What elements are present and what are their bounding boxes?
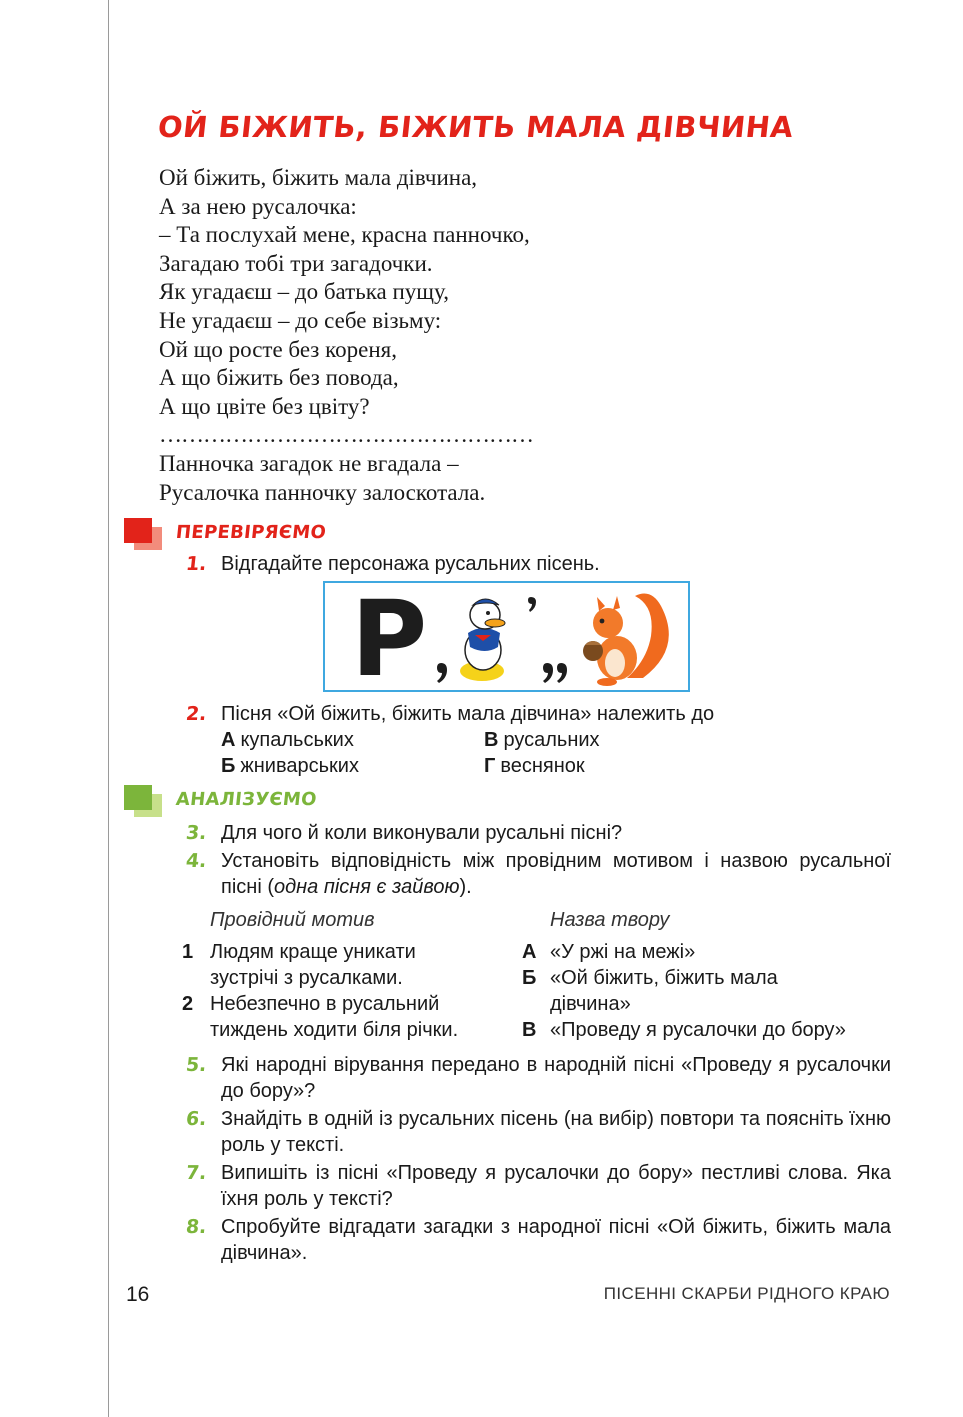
answer-option xyxy=(221,727,354,753)
question-number: 1. xyxy=(184,553,208,575)
poem-line: Не угадаєш – до себе візьму: xyxy=(159,307,442,333)
motif-text: Людям краще уникати зустрічі з русалками. xyxy=(210,941,416,989)
poem-line: Ой біжить, біжить мала дівчина, xyxy=(159,165,478,190)
question-number: 7. xyxy=(184,1162,208,1184)
title-letter: Б xyxy=(522,967,537,989)
motif-item xyxy=(182,939,502,991)
question-6 xyxy=(186,1106,891,1158)
title-text: «Проведу я русалочки до бору» xyxy=(550,1019,846,1041)
poem-line: Панночка загадок не вгадала – xyxy=(159,450,459,476)
poem-line: Русалочка панночку залоскотала. xyxy=(159,479,486,505)
poem-line: А за нею русалочка: xyxy=(159,193,357,219)
question-text: Для чого й коли виконували русальні пісні? xyxy=(221,822,623,844)
poem-text xyxy=(159,164,533,507)
motif-item xyxy=(182,991,502,1043)
poem-line: А що цвіте без цвіту? xyxy=(159,393,370,419)
section-check-header xyxy=(124,518,524,554)
motif-number: 2 xyxy=(182,993,194,1015)
question-number: 4. xyxy=(184,850,208,872)
section-marker-square xyxy=(124,785,152,810)
option-text: русальних xyxy=(503,729,600,751)
question-number: 6. xyxy=(184,1108,208,1130)
motif-number: 1 xyxy=(182,941,194,963)
question-number: 8. xyxy=(184,1216,208,1238)
apostrophe-icon xyxy=(528,597,536,612)
question-number: 2. xyxy=(184,703,208,725)
squirrel-icon xyxy=(583,594,669,686)
option-letter: А xyxy=(221,729,236,751)
title-text: «У ржі на межі» xyxy=(550,941,696,963)
page-title: ОЙ БІЖИТЬ, БІЖИТЬ МАЛА ДІВЧИНА xyxy=(156,110,796,144)
option-letter: Б xyxy=(221,755,236,777)
question-text: Відгадайте персонажа русальних пісень. xyxy=(221,553,600,575)
section-marker-square xyxy=(124,518,152,543)
motif-text: Небезпечно в русальний тиждень ходити біля річки. xyxy=(210,993,459,1041)
title-letter: А xyxy=(522,941,537,963)
poem-line: Загадаю тобі три загадочки. xyxy=(159,250,433,276)
section-analyze-header xyxy=(124,785,524,821)
poem-line: Ой що росте без кореня, xyxy=(159,336,397,362)
question-text-part: Установіть відповідність між провідним мотивом і назвою русальної пісні ( xyxy=(221,850,891,898)
rebus-illustration xyxy=(325,583,688,690)
section-analyze-title: АНАЛІЗУЄМО xyxy=(174,789,318,810)
option-text: веснянок xyxy=(500,755,585,777)
title-text: «Ой біжить, біжить мала дівчина» xyxy=(550,967,778,1015)
poem-line: Як угадаєш – до батька пущу, xyxy=(159,279,449,305)
question-1 xyxy=(186,551,891,577)
question-text: Пісня «Ой біжить, біжить мала дівчина» належить до xyxy=(221,703,715,725)
double-comma-icon xyxy=(543,663,553,683)
comma-icon xyxy=(437,663,447,683)
question-7 xyxy=(186,1160,891,1212)
answer-option xyxy=(484,753,585,779)
page-number: 16 xyxy=(126,1283,150,1306)
question-number: 3. xyxy=(184,822,208,844)
question-text: Які народні вірування передано в народній пісні «Проведу я русалочки до бору»? xyxy=(221,1054,891,1102)
answer-option xyxy=(484,727,600,753)
question-8 xyxy=(186,1214,891,1266)
question-text-part: ). xyxy=(459,876,472,898)
question-number: 5. xyxy=(184,1054,208,1076)
duck-icon xyxy=(460,599,505,681)
question-text: Знайдіть в одній із русальних пісень (на вибір) повтори та поясніть їхню роль у тексті. xyxy=(221,1108,891,1156)
page-margin-line xyxy=(108,0,109,1417)
rebus-letter-r: Р xyxy=(351,583,428,690)
rebus-image xyxy=(323,581,690,692)
option-letter: В xyxy=(484,729,499,751)
poem-line: – Та послухай мене, красна панночко, xyxy=(159,222,530,248)
question-2 xyxy=(186,701,891,727)
answer-option xyxy=(221,753,359,779)
option-letter: Г xyxy=(484,755,496,777)
question-text: Випишіть із пісні «Проведу я русалочки до бору» пестливі слова. Яка їхня роль у тексті? xyxy=(221,1162,891,1210)
question-text: Спробуйте відгадати загадки з народної пісні «Ой біжить, біжить мала дівчина». xyxy=(221,1216,891,1264)
poem-line: А що біжить без повода, xyxy=(159,365,399,391)
column-header-motif: Провідний мотив xyxy=(210,909,375,931)
section-check-title: ПЕРЕВІРЯЄМО xyxy=(174,522,328,543)
title-item xyxy=(522,939,892,965)
option-text: жниварських xyxy=(240,755,359,777)
double-comma-icon-part xyxy=(557,663,567,683)
title-letter: В xyxy=(522,1019,537,1041)
question-3 xyxy=(186,820,891,846)
running-footer: ПІСЕННІ СКАРБИ РІДНОГО КРАЮ xyxy=(603,1284,890,1303)
question-text xyxy=(221,848,891,900)
title-item xyxy=(522,1017,892,1043)
option-text: купальських xyxy=(240,729,354,751)
question-5 xyxy=(186,1052,891,1104)
poem-ellipsis: …………………………………………… xyxy=(159,422,533,448)
column-header-title: Назва твору xyxy=(550,909,670,931)
title-item xyxy=(522,965,892,1017)
question-text-italic: одна пісня є зайвою xyxy=(273,876,460,898)
question-4 xyxy=(186,848,891,900)
